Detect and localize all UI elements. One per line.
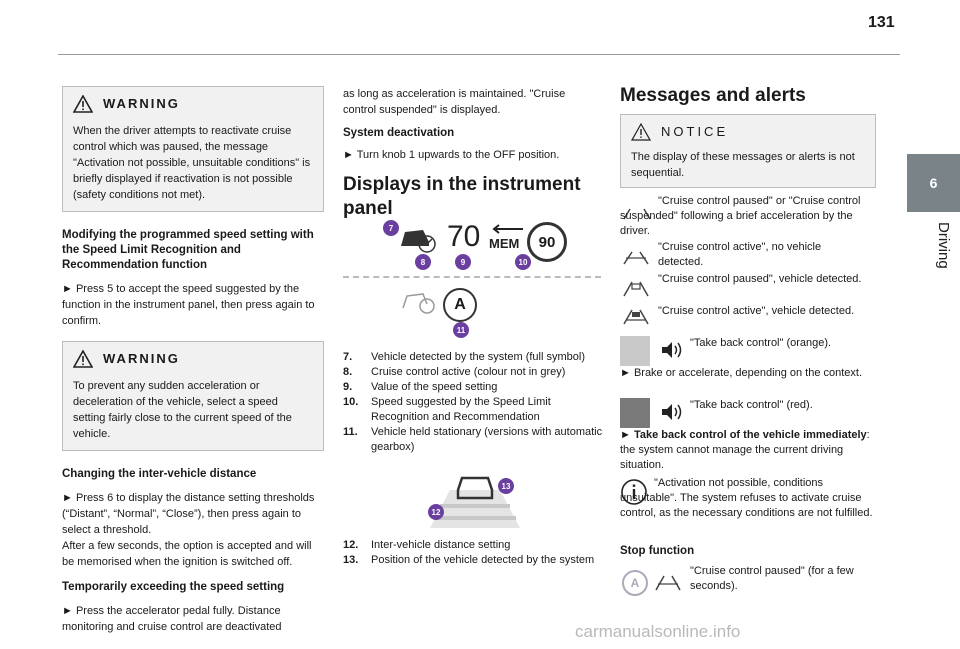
heading-messages: Messages and alerts [620, 85, 806, 106]
arrow-left-icon [491, 224, 525, 234]
paragraph-continued: as long as acceleration is maintained. "Cruise control suspended" is displayed. [343, 88, 566, 116]
warning-icon [73, 95, 93, 113]
callout-badge: 9 [455, 254, 471, 270]
warning-text: To prevent any sudden acceleration or deceleration of the vehicle, select a speed setting fairly close to the current speed of the vehicle. [73, 380, 292, 440]
callout-badge: 11 [453, 322, 469, 338]
warning-title: WARNING [103, 351, 180, 366]
car-active-detected-icon [620, 306, 652, 326]
column-1 [62, 86, 324, 635]
notice-title: NOTICE [661, 124, 729, 139]
paragraph-exceed: ► Press the accelerator pedal fully. Distance monitoring and cruise control are deactivated [62, 605, 282, 633]
car-active-icon [620, 248, 652, 266]
car-paused-icon [652, 572, 684, 592]
notice-text: The display of these messages or alerts is not sequential. [631, 151, 855, 179]
legend-item: 13. Position of the vehicle detected by the system [343, 554, 595, 566]
column-2 [343, 86, 601, 221]
speaker-icon [660, 402, 684, 422]
paragraph-deactivation: ► Turn knob 1 upwards to the OFF position. [343, 149, 560, 161]
speaker-icon [660, 340, 684, 360]
message-activation-not-possible: "Activation not possible, conditions unsuitable". The system refuses to activate cruise control, as the necessary conditions are not fulfilled. [620, 477, 873, 519]
paragraph-distance-2: After a few seconds, the option is accepted and will be memorised when the ignition is switched off. [62, 540, 312, 568]
header-rule [58, 54, 900, 55]
notice-icon [631, 123, 651, 141]
paragraph-take-control: ► Take back control of the vehicle immediately: the system cannot manage the current driving situation. [620, 429, 870, 471]
callout-badge: 7 [383, 220, 399, 236]
take-control-orange-icon [620, 336, 650, 366]
chapter-label: Driving [935, 222, 952, 269]
notice-box [620, 114, 876, 188]
heading-distance: Changing the inter-vehicle distance [62, 468, 257, 480]
take-control-red-icon [620, 398, 650, 428]
chapter-tab[interactable]: 6 [907, 154, 960, 212]
car-detected-icon [620, 278, 652, 298]
legend-item: 8. Cruise control active (colour not in grey) [343, 366, 566, 378]
heading-deactivation: System deactivation [343, 127, 455, 139]
callout-badge: 12 [428, 504, 444, 520]
auto-hold-icon: A [622, 570, 648, 596]
message-take-control-red: "Take back control" (red). [690, 399, 813, 411]
mem-label: MEM [489, 236, 520, 251]
heading-displays: Displays in the instrument panel [343, 174, 581, 219]
legend-list-2 [343, 538, 605, 568]
warning-box-1 [62, 86, 324, 212]
legend-item: 12. Inter-vehicle distance setting [343, 539, 511, 551]
message-paused-detected: "Cruise control paused", vehicle detected. [658, 273, 862, 285]
warning-box-2 [62, 341, 324, 451]
speed-limit-sign: 90 [527, 222, 567, 262]
vehicle-outline-icon [401, 290, 437, 316]
warning-icon [73, 350, 93, 368]
hold-stationary-icon: A [443, 288, 477, 322]
message-active-detected: "Cruise control active", vehicle detected. [658, 305, 855, 317]
legend-item: 7. Vehicle detected by the system (full symbol) [343, 351, 585, 363]
paragraph-brake: ► Brake or accelerate, depending on the context. [620, 367, 863, 379]
legend-item: 10. Speed suggested by the Speed Limit Recognition and Recommendation [343, 396, 551, 423]
vehicle-gauge-icon [397, 224, 437, 254]
distance-figure [420, 470, 530, 530]
callout-badge: 13 [498, 478, 514, 494]
callout-badge: 8 [415, 254, 431, 270]
heading-exceed: Temporarily exceeding the speed setting [62, 581, 285, 593]
message-paused: "Cruise control paused" or "Cruise control suspended" following a brief acceleration by the driver. [620, 195, 861, 237]
heading-modify-speed: Modifying the programmed speed setting with the Speed Limit Recognition and Recommendation function [62, 229, 314, 271]
page-number: 131 [868, 14, 895, 31]
distance-diagram [420, 470, 530, 530]
instrument-figure [343, 218, 601, 348]
legend-item: 11. Vehicle held stationary (versions with automatic gearbox) [343, 426, 603, 453]
heading-stop-function: Stop function [620, 545, 695, 557]
message-stop-paused: "Cruise control paused" (for a few seconds). [690, 565, 854, 592]
figure-divider [343, 276, 601, 278]
legend-list-1 [343, 350, 605, 455]
paragraph-modify: ► Press 5 to accept the speed suggested by the function in the instrument panel, then press again to confirm. [62, 283, 315, 327]
paragraph-distance: ► Press 6 to display the distance setting thresholds (“Distant”, “Normal”, “Close”), then press again to select a threshold. [62, 492, 315, 536]
warning-text: When the driver attempts to reactivate cruise control which was paused, the message "Activation not possible, unsuitable conditions" is briefly displayed if reactivation is not possible (safety conditions not met). [73, 125, 311, 201]
legend-item: 9. Value of the speed setting [343, 381, 498, 393]
message-take-control-orange: "Take back control" (orange). [690, 337, 832, 349]
warning-title: WARNING [103, 96, 180, 111]
message-active-no-vehicle: "Cruise control active", no vehicle detected. [658, 241, 822, 268]
speed-setting: 70 [447, 220, 481, 253]
watermark: carmanualsonline.info [575, 622, 741, 641]
callout-badge: 10 [515, 254, 531, 270]
